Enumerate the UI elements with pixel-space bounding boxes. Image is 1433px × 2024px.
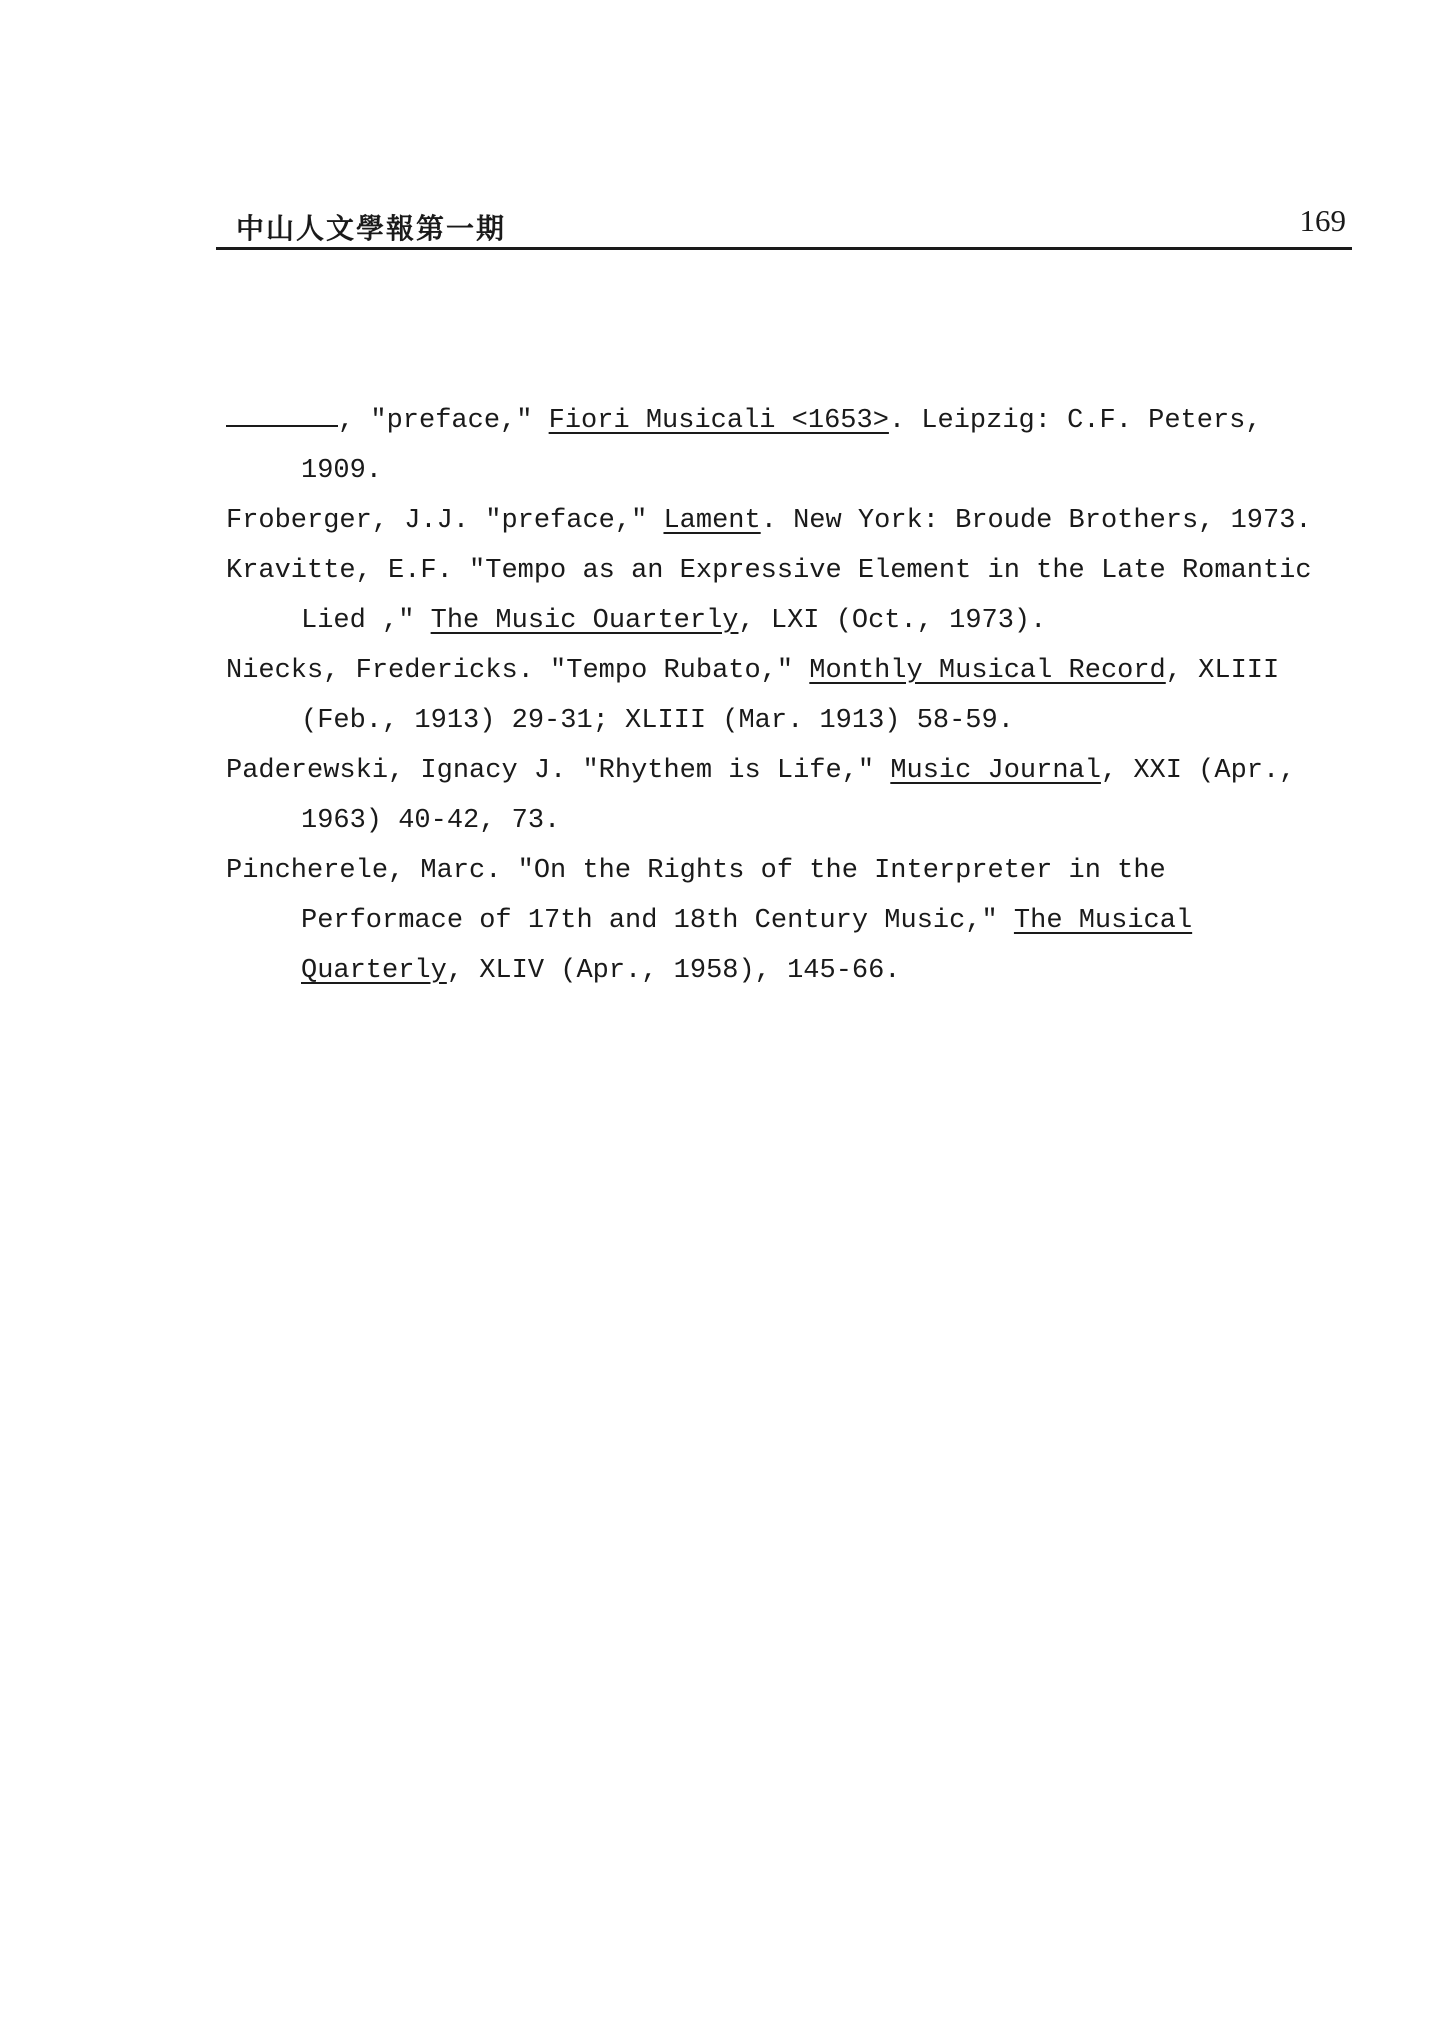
- entry-text: , XXI (Apr., 1963) 40-42, 73.: [301, 756, 1296, 836]
- entry-text: Pincherele, Marc. "On the Rights of the Interpreter in the Performace of 17th and 18th Century Music,": [226, 856, 1166, 936]
- entry-title: The Musical Quarterly: [301, 906, 1193, 986]
- entry-text: Niecks, Fredericks. "Tempo Rubato,": [226, 656, 810, 686]
- bibliography-list: [226, 396, 1316, 996]
- entry-text: Kravitte, E.F. "Tempo as an Expressive Element in the Late Romantic Lied ,": [226, 556, 1312, 636]
- entry-title: Monthly Musical Record: [809, 656, 1166, 686]
- bibliography-entry: [226, 396, 1316, 496]
- entry-text: . New York: Broude Brothers, 1973.: [760, 506, 1312, 536]
- entry-title: Fiori Musicali <1653>: [548, 406, 889, 436]
- bibliography-entry: [226, 746, 1316, 846]
- bibliography-entry: [226, 846, 1316, 996]
- bibliography-entry: [226, 546, 1316, 646]
- repeated-author-rule: [226, 424, 338, 427]
- bibliography-entry: [226, 646, 1316, 746]
- entry-text: Paderewski, Ignacy J. "Rhythem is Life,": [226, 756, 891, 786]
- entry-text: , LXI (Oct., 1973).: [738, 606, 1047, 636]
- bibliography-entry: [226, 496, 1316, 546]
- entry-title: The Music Ouarterly: [430, 606, 739, 636]
- entry-text: , XLIV (Apr., 1958), 145-66.: [446, 956, 901, 986]
- journal-name: 中山人文學報第一期: [236, 212, 507, 245]
- entry-title: Lament: [663, 506, 761, 536]
- page-number: 169: [1299, 203, 1346, 238]
- entry-title: Music Journal: [890, 756, 1101, 786]
- entry-text: , XLIII (Feb., 1913) 29-31; XLIII (Mar. 1913) 58-59.: [301, 656, 1280, 736]
- entry-text: , "preface,": [338, 406, 549, 436]
- running-header: [216, 203, 1352, 250]
- entry-text: . Leipzig: C.F. Peters, 1909.: [301, 406, 1262, 486]
- entry-text: Froberger, J.J. "preface,": [226, 506, 664, 536]
